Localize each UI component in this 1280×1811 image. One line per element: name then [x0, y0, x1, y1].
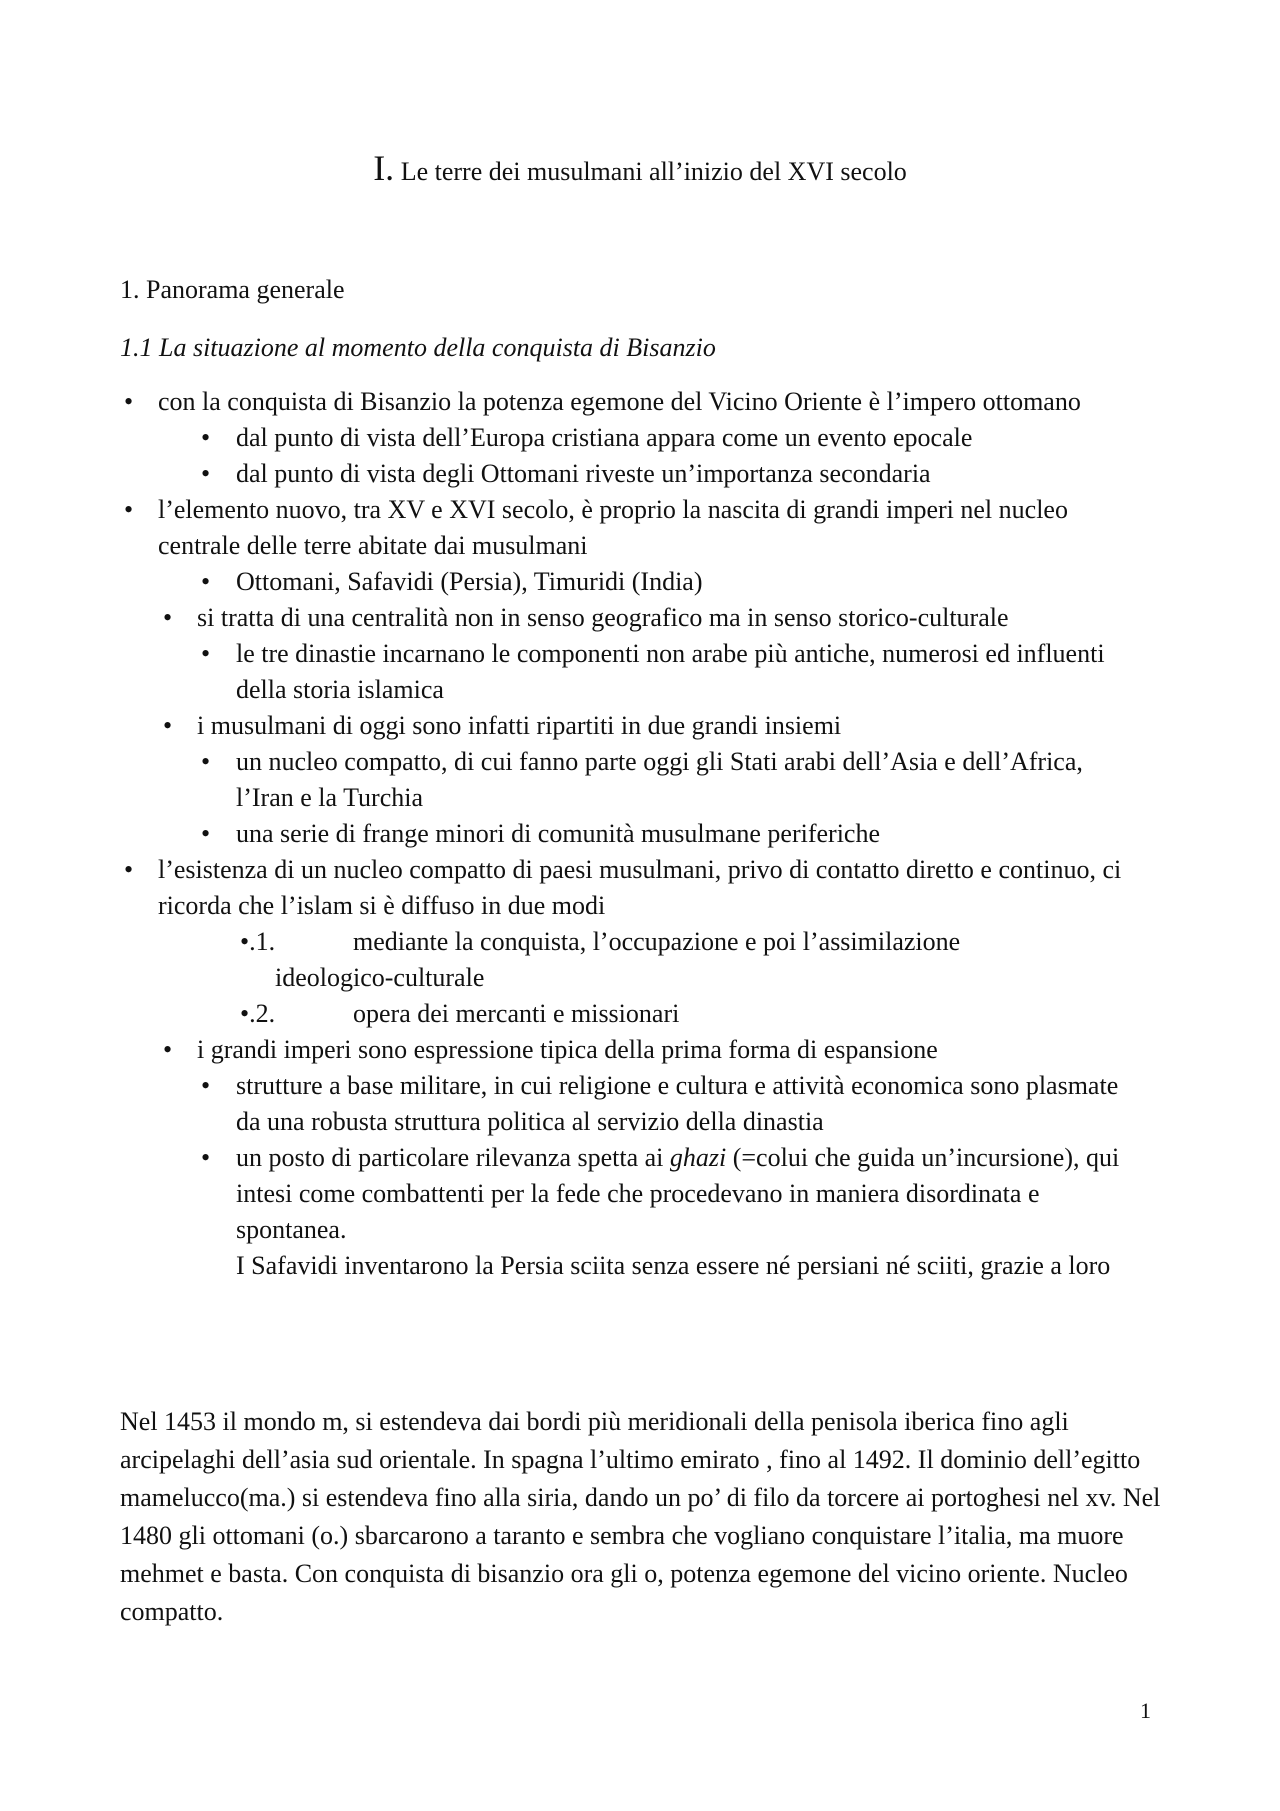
bullet-icon: •: [124, 495, 134, 524]
chapter-title-text: Le terre dei musulmani all’inizio del XVI secolo: [394, 157, 907, 186]
bullet-icon: •: [163, 711, 173, 740]
list-item: • un nucleo compatto, di cui fanno parte oggi gli Stati arabi dell’Asia e dell’Africa, l’Iran e la Turchia: [0, 744, 1136, 816]
list-item: • si tratta di una centralità non in senso geografico ma in senso storico-culturale: [0, 600, 1137, 636]
bullet-icon: •: [201, 1071, 211, 1100]
list-item: • con la conquista di Bisanzio la potenza egemone del Vicino Oriente è l’impero ottomano: [0, 384, 1138, 420]
list-number-marker: •.1.: [240, 927, 276, 956]
page-number: 1: [1140, 1698, 1151, 1723]
list-item: • un posto di particolare rilevanza spetta ai ghazi (=colui che guida un’incursione), qui intesi come combattenti per la fede che procedevano in maniera disordinata e spontanea. I Safavidi inventarono la Persia sciita senza essere né persiani né sciiti, grazie a loro: [0, 1140, 1136, 1284]
list-number-marker: •.2.: [240, 999, 276, 1028]
bullet-list: [0, 384, 1280, 1284]
list-item: • i musulmani di oggi sono infatti ripartiti in due grandi insiemi: [0, 708, 1137, 744]
bullet-icon: •: [201, 1143, 211, 1172]
bullet-icon: •: [163, 1035, 173, 1064]
numbered-item: •.1. mediante la conquista, l’occupazione e poi l’assimilazione ideologico-culturale: [0, 924, 1075, 996]
list-item-continuation: I Safavidi inventarono la Persia sciita senza essere né persiani né sciiti, grazie a loro: [236, 1251, 1111, 1280]
italic-term: ghazi: [669, 1143, 727, 1172]
bullet-icon: •: [201, 639, 211, 668]
list-item: • l’esistenza di un nucleo compatto di paesi musulmani, privo di contatto diretto e continuo, ci ricorda che l’islam si è diffuso in due modi: [0, 852, 1138, 924]
body-paragraph: Nel 1453 il mondo m, si estendeva dai bordi più meridionali della penisola iberica fino agli arcipelaghi dell’asia sud orientale. In spagna l’ultimo emirato , fino al 1492. Il dominio dell’egitto mamelucco(ma.) si estendeva fino alla siria, dando un po’ di filo da torcere ai portoghesi nel xv. Nel 1480 gli ottomani (o.) sbarcarono a taranto e sembra che vogliano conquistare l’italia, ma muore mehmet e basta. Con conquista di bisanzio ora gli o, potenza egemone del vicino oriente. Nucleo compatto.: [120, 1407, 1161, 1626]
bullet-icon: •: [124, 387, 134, 416]
list-item: • dal punto di vista degli Ottomani riveste un’importanza secondaria: [0, 456, 1136, 492]
list-item: • le tre dinastie incarnano le componenti non arabe più antiche, numerosi ed influenti della storia islamica: [0, 636, 1136, 708]
list-item: • i grandi imperi sono espressione tipica della prima forma di espansione: [0, 1032, 1137, 1068]
list-item: • l’elemento nuovo, tra XV e XVI secolo, è proprio la nascita di grandi imperi nel nucleo centrale delle terre abitate dai musulmani: [0, 492, 1138, 564]
bullet-icon: •: [201, 423, 211, 452]
bullet-icon: •: [201, 747, 211, 776]
subsection-heading: 1.1 La situazione al momento della conquista di Bisanzio: [120, 333, 716, 362]
section-heading: 1. Panorama generale: [120, 275, 345, 304]
numbered-item: •.2. opera dei mercanti e missionari: [0, 996, 1075, 1032]
list-item: • una serie di frange minori di comunità musulmane periferiche: [0, 816, 1136, 852]
chapter-title: [0, 150, 1280, 190]
bullet-icon: •: [124, 855, 134, 884]
list-item: • dal punto di vista dell’Europa cristiana appara come un evento epocale: [0, 420, 1136, 456]
bullet-icon: •: [201, 567, 211, 596]
bullet-icon: •: [201, 459, 211, 488]
list-item: • strutture a base militare, in cui religione e cultura e attività economica sono plasmate da una robusta struttura politica al servizio della dinastia: [0, 1068, 1136, 1140]
chapter-numeral: I.: [373, 148, 395, 188]
bullet-icon: •: [163, 603, 173, 632]
bullet-icon: •: [201, 819, 211, 848]
list-item: • Ottomani, Safavidi (Persia), Timuridi (India): [0, 564, 1136, 600]
